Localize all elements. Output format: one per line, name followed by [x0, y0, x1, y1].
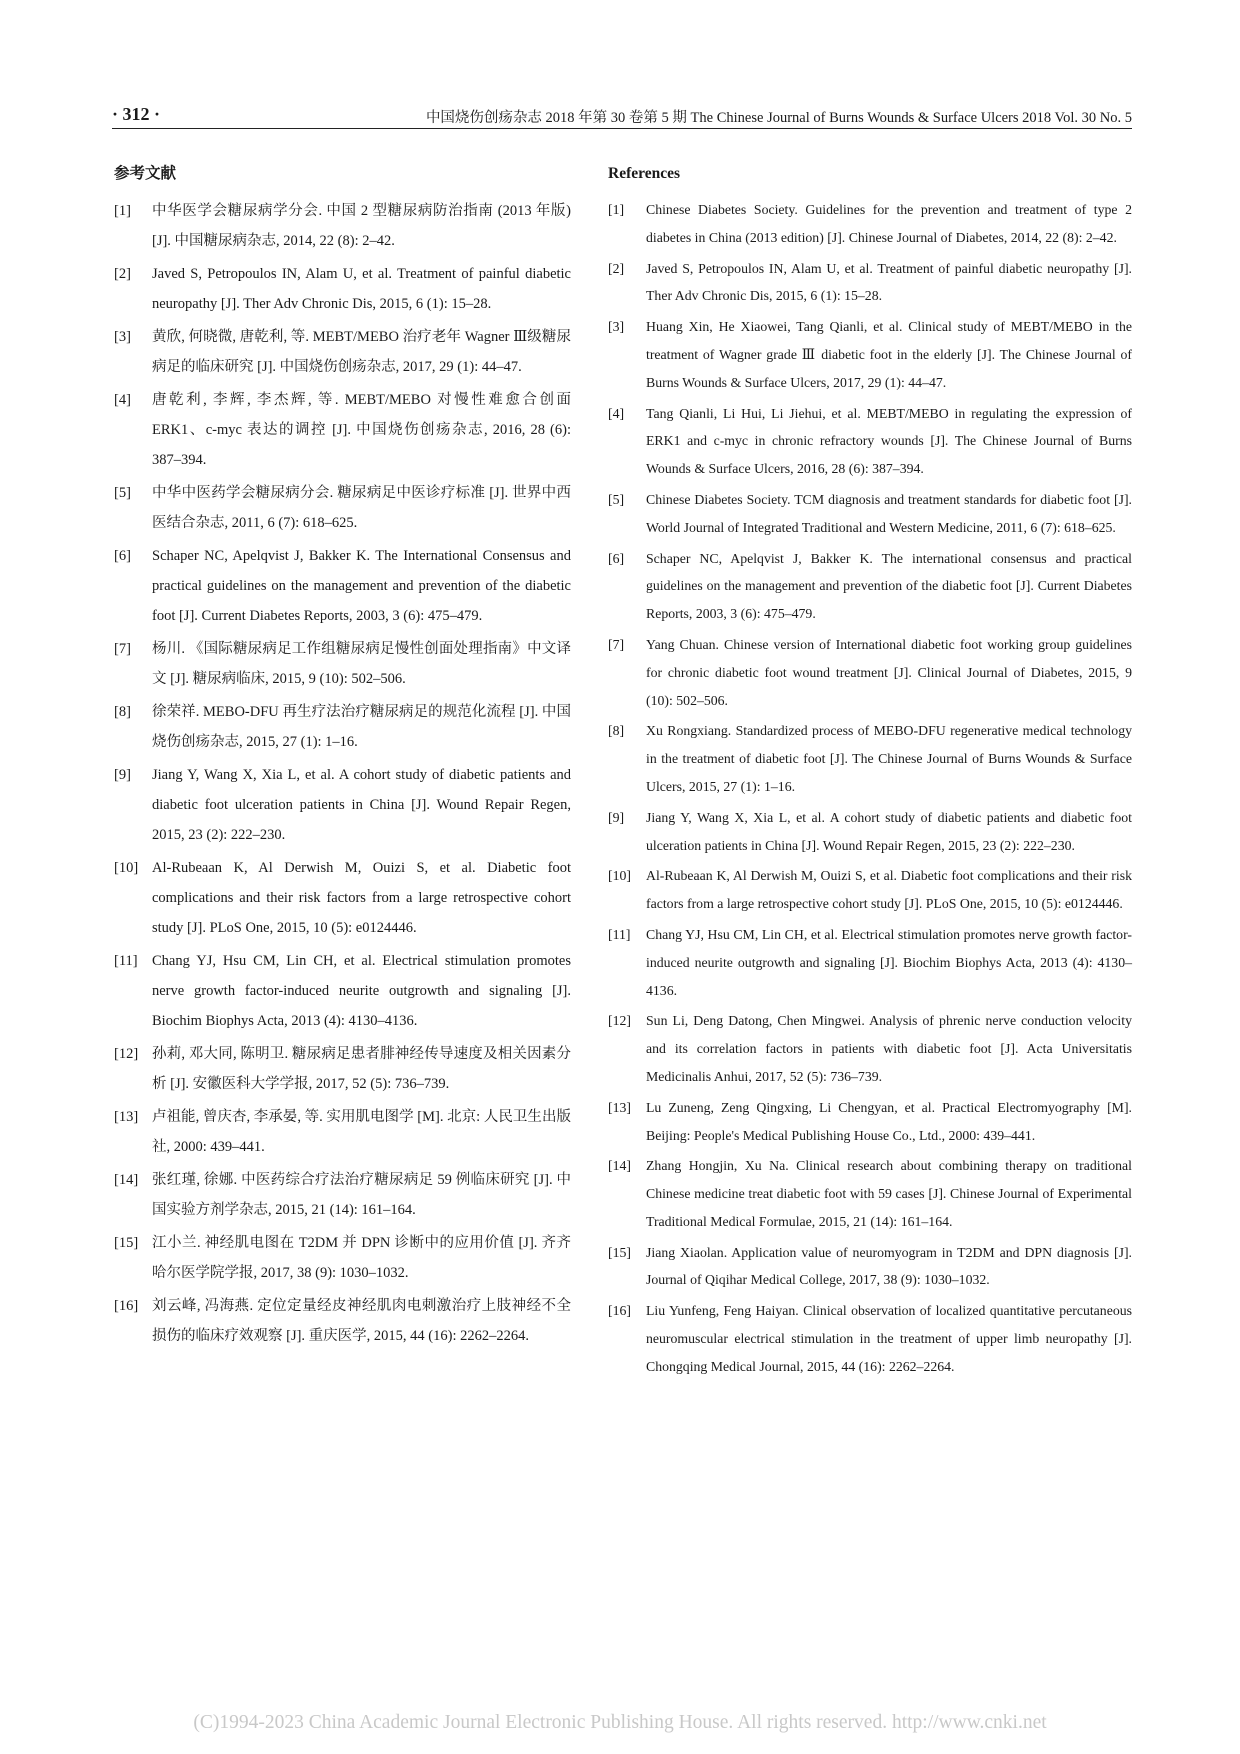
reference-text: Al-Rubeaan K, Al Derwish M, Ouizi S, et al. Diabetic foot complications and their risk factors from a large retrospective cohort study [J]. PLoS One, 2015, 10 (5): e0124446. — [646, 868, 1132, 912]
reference-text: Schaper NC, Apelqvist J, Bakker K. The international consensus and practical guidelines on the management and prevention of the diabetic foot [J]. Current Diabetes Reports, 2003, 3 (6): 475–479. — [646, 550, 1132, 622]
english-reference-list — [608, 196, 1132, 1381]
reference-item — [608, 255, 1132, 311]
reference-item — [114, 385, 571, 475]
reference-number: [15] — [114, 1235, 139, 1251]
reference-text: 张红瑾, 徐娜. 中医药综合疗法治疗糖尿病足 59 例临床研究 [J]. 中国实验方剂学杂志, 2015, 21 (14): 161–164. — [152, 1172, 571, 1218]
reference-text: Huang Xin, He Xiaowei, Tang Qianli, et al. Clinical study of MEBT/MEBO in the treatment of Wagner grade Ⅲ diabetic foot in the elderly [J]. The Chinese Journal of Burns Wounds & Surface Ulcers, 2017, 29 (1): 44–47. — [646, 319, 1132, 390]
chinese-references-column — [114, 162, 571, 1354]
reference-item — [114, 1291, 571, 1351]
reference-text: Jiang Xiaolan. Application value of neuromyogram in T2DM and DPN diagnosis [J]. Journal of Qiqihar Medical College, 2017, 38 (9): 1030–1032. — [646, 1244, 1132, 1288]
reference-number: [3] — [114, 329, 131, 345]
reference-number: [9] — [114, 767, 131, 783]
reference-item — [114, 1102, 571, 1162]
reference-item — [114, 760, 571, 850]
reference-text: Jiang Y, Wang X, Xia L, et al. A cohort study of diabetic patients and diabetic foot ulceration patients in China [J]. Wound Repair Regen, 2015, 23 (2): 222–230. — [152, 767, 571, 843]
reference-item — [114, 322, 571, 382]
reference-item — [608, 1094, 1132, 1150]
reference-number: [3] — [608, 319, 625, 335]
reference-number: [8] — [608, 723, 625, 739]
reference-item — [114, 259, 571, 319]
reference-item — [608, 196, 1132, 252]
reference-text: Sun Li, Deng Datong, Chen Mingwei. Analysis of phrenic nerve conduction velocity and its correlation factors in patients with diabetic foot [J]. Acta Universitatis Medicinalis Anhui, 2017, 52 (5): 736–739. — [646, 1013, 1132, 1084]
reference-number: [7] — [608, 636, 625, 652]
reference-number: [2] — [114, 266, 131, 282]
reference-text: Zhang Hongjin, Xu Na. Clinical research about combining therapy on traditional Chinese medicine treat diabetic foot with 59 cases [J]. Chinese Journal of Experimental Traditional Medical Formulae, 2015, 21 (14): 161–164. — [646, 1158, 1132, 1229]
reference-number: [1] — [608, 202, 625, 217]
reference-item — [608, 862, 1132, 918]
reference-number: [16] — [114, 1298, 139, 1314]
reference-item — [608, 1297, 1132, 1380]
reference-number: [11] — [114, 953, 138, 969]
reference-item — [114, 196, 571, 256]
reference-number: [4] — [114, 392, 131, 408]
reference-text: Lu Zuneng, Zeng Qingxing, Li Chengyan, et al. Practical Electromyography [M]. Beijing: People's Medical Publishing House Co., Ltd., 2000: 439–441. — [646, 1099, 1132, 1143]
references-heading-english: References — [608, 165, 681, 182]
reference-text: Chang YJ, Hsu CM, Lin CH, et al. Electrical stimulation promotes nerve growth factor-induced neurite outgrowth and signaling [J]. Biochim Biophys Acta, 2013 (4): 4130–4136. — [646, 926, 1132, 998]
reference-text: 中华中医药学会糖尿病分会. 糖尿病足中医诊疗标准 [J]. 世界中西医结合杂志, 2011, 6 (7): 618–625. — [152, 485, 571, 531]
header-rule — [112, 128, 1132, 129]
reference-item — [608, 804, 1132, 860]
reference-number: [7] — [114, 641, 131, 657]
reference-text: 唐乾利, 李辉, 李杰辉, 等. MEBT/MEBO 对慢性难愈合创面 ERK1、c-myc 表达的调控 [J]. 中国烧伤创疡杂志, 2016, 28 (6): 387–394. — [152, 392, 571, 468]
reference-text: Al-Rubeaan K, Al Derwish M, Ouizi S, et al. Diabetic foot complications and their risk factors from a large retrospective cohort study [J]. PLoS One, 2015, 10 (5): e0124446. — [152, 860, 571, 936]
reference-item — [114, 634, 571, 694]
page-number: · 312 · — [112, 104, 161, 124]
reference-item — [114, 1165, 571, 1225]
reference-text: 徐荣祥. MEBO-DFU 再生疗法治疗糖尿病足的规范化流程 [J]. 中国烧伤创疡杂志, 2015, 27 (1): 1–16. — [152, 704, 571, 750]
reference-number: [6] — [608, 550, 625, 566]
reference-text: 杨川. 《国际糖尿病足工作组糖尿病足慢性创面处理指南》中文译文 [J]. 糖尿病临床, 2015, 9 (10): 502–506. — [152, 641, 571, 687]
reference-item — [608, 313, 1132, 396]
reference-number: [2] — [608, 260, 625, 276]
reference-item — [114, 478, 571, 538]
reference-text: Chinese Diabetes Society. TCM diagnosis and treatment standards for diabetic foot [J]. World Journal of Integrated Traditional and Western Medicine, 2011, 6 (7): 618–625. — [646, 491, 1132, 535]
reference-number: [11] — [608, 926, 631, 942]
reference-text: 刘云峰, 冯海燕. 定位定量经皮神经肌肉电刺激治疗上肢神经不全损伤的临床疗效观察 [J]. 重庆医学, 2015, 44 (16): 2262–2264. — [152, 1298, 571, 1344]
reference-text: 卢祖能, 曾庆杏, 李承晏, 等. 实用肌电图学 [M]. 北京: 人民卫生出版社, 2000: 439–441. — [152, 1109, 571, 1155]
reference-item — [608, 400, 1132, 483]
reference-text: Schaper NC, Apelqvist J, Bakker K. The International Consensus and practical guidelines on the management and prevention of the diabetic foot [J]. Current Diabetes Reports, 2003, 3 (6): 475–479. — [152, 548, 571, 624]
reference-text: Yang Chuan. Chinese version of International diabetic foot working group guidelines for chronic diabetic foot wound treatment [J]. Clinical Journal of Diabetes, 2015, 9 (10): 502–506. — [646, 636, 1132, 708]
reference-number: [16] — [608, 1303, 631, 1319]
reference-text: Chinese Diabetes Society. Guidelines for the prevention and treatment of type 2 diabetes in China (2013 edition) [J]. Chinese Journal of Diabetes, 2014, 22 (8): 2–42. — [646, 202, 1132, 245]
reference-number: [6] — [114, 548, 131, 564]
reference-number: [10] — [608, 868, 631, 884]
reference-number: [5] — [114, 485, 131, 501]
reference-number: [14] — [608, 1158, 631, 1174]
reference-item — [608, 717, 1132, 800]
reference-item — [114, 946, 571, 1036]
chinese-reference-list — [114, 196, 571, 1351]
reference-item — [114, 1228, 571, 1288]
reference-number: [4] — [608, 405, 625, 421]
reference-item — [114, 541, 571, 631]
reference-text: Javed S, Petropoulos IN, Alam U, et al. Treatment of painful diabetic neuropathy [J]. Ther Adv Chronic Dis, 2015, 6 (1): 15–28. — [152, 266, 571, 312]
reference-item — [608, 1152, 1132, 1235]
english-references-column — [608, 162, 1132, 1384]
reference-item — [114, 1039, 571, 1099]
reference-text: 中华医学会糖尿病学分会. 中国 2 型糖尿病防治指南 (2013 年版) [J]. 中国糖尿病杂志, 2014, 22 (8): 2–42. — [152, 203, 571, 249]
reference-item — [608, 486, 1132, 542]
running-head: 中国烧伤创疡杂志 2018 年第 30 卷第 5 期 The Chinese Journal of Burns Wounds & Surface Ulcers 2018 Vol. 30 No. 5 — [425, 110, 1132, 126]
reference-text: Javed S, Petropoulos IN, Alam U, et al. Treatment of painful diabetic neuropathy [J]. Ther Adv Chronic Dis, 2015, 6 (1): 15–28. — [646, 260, 1132, 304]
reference-text: 孙莉, 邓大同, 陈明卫. 糖尿病足患者腓神经传导速度及相关因素分析 [J]. 安徽医科大学学报, 2017, 52 (5): 736–739. — [152, 1046, 571, 1092]
reference-number: [14] — [114, 1172, 139, 1188]
reference-number: [13] — [608, 1099, 631, 1115]
reference-number: [1] — [114, 203, 131, 219]
reference-number: [9] — [608, 809, 625, 825]
reference-item — [608, 921, 1132, 1004]
reference-number: [12] — [114, 1046, 139, 1062]
reference-number: [15] — [608, 1244, 631, 1260]
reference-number: [8] — [114, 704, 131, 720]
reference-item — [608, 1239, 1132, 1295]
reference-text: Tang Qianli, Li Hui, Li Jiehui, et al. MEBT/MEBO in regulating the expression of ERK1 and c-myc in chronic refractory wounds [J]. The Chinese Journal of Burns Wounds & Surface Ulcers, 2016, 28 (6): 387–394. — [646, 405, 1132, 477]
reference-text: 江小兰. 神经肌电图在 T2DM 并 DPN 诊断中的应用价值 [J]. 齐齐哈尔医学院学报, 2017, 38 (9): 1030–1032. — [152, 1235, 571, 1281]
reference-text: 黄欣, 何晓微, 唐乾利, 等. MEBT/MEBO 治疗老年 Wagner Ⅲ级糖尿病足的临床研究 [J]. 中国烧伤创疡杂志, 2017, 29 (1): 44–47. — [152, 329, 571, 375]
reference-text: Xu Rongxiang. Standardized process of MEBO-DFU regenerative medical technology in the treatment of diabetic foot [J]. The Chinese Journal of Burns Wounds & Surface Ulcers, 2015, 27 (1): 1–16. — [646, 723, 1132, 794]
reference-item — [114, 697, 571, 757]
reference-text: Liu Yunfeng, Feng Haiyan. Clinical observation of localized quantitative percutaneous neuromuscular electrical stimulation in the treatment of upper limb neuropathy [J]. Chongqing Medical Journal, 2015, 44 (16): 2262–2264. — [646, 1303, 1132, 1374]
reference-number: [5] — [608, 491, 625, 507]
references-heading-chinese: 参考文献 — [114, 165, 177, 182]
reference-number: [12] — [608, 1013, 631, 1029]
reference-item — [608, 545, 1132, 628]
reference-item — [114, 853, 571, 943]
reference-item — [608, 1007, 1132, 1090]
reference-number: [10] — [114, 860, 139, 876]
reference-text: Chang YJ, Hsu CM, Lin CH, et al. Electrical stimulation promotes nerve growth factor-induced neurite outgrowth and signaling [J]. Biochim Biophys Acta, 2013 (4): 4130–4136. — [152, 953, 571, 1029]
reference-text: Jiang Y, Wang X, Xia L, et al. A cohort study of diabetic patients and diabetic foot ulceration patients in China [J]. Wound Repair Regen, 2015, 23 (2): 222–230. — [646, 809, 1132, 853]
reference-item — [608, 631, 1132, 714]
copyright-footer: (C)1994-2023 China Academic Journal Electronic Publishing House. All rights reserved. http://www.cnki.net — [193, 1712, 1047, 1733]
reference-number: [13] — [114, 1109, 139, 1125]
